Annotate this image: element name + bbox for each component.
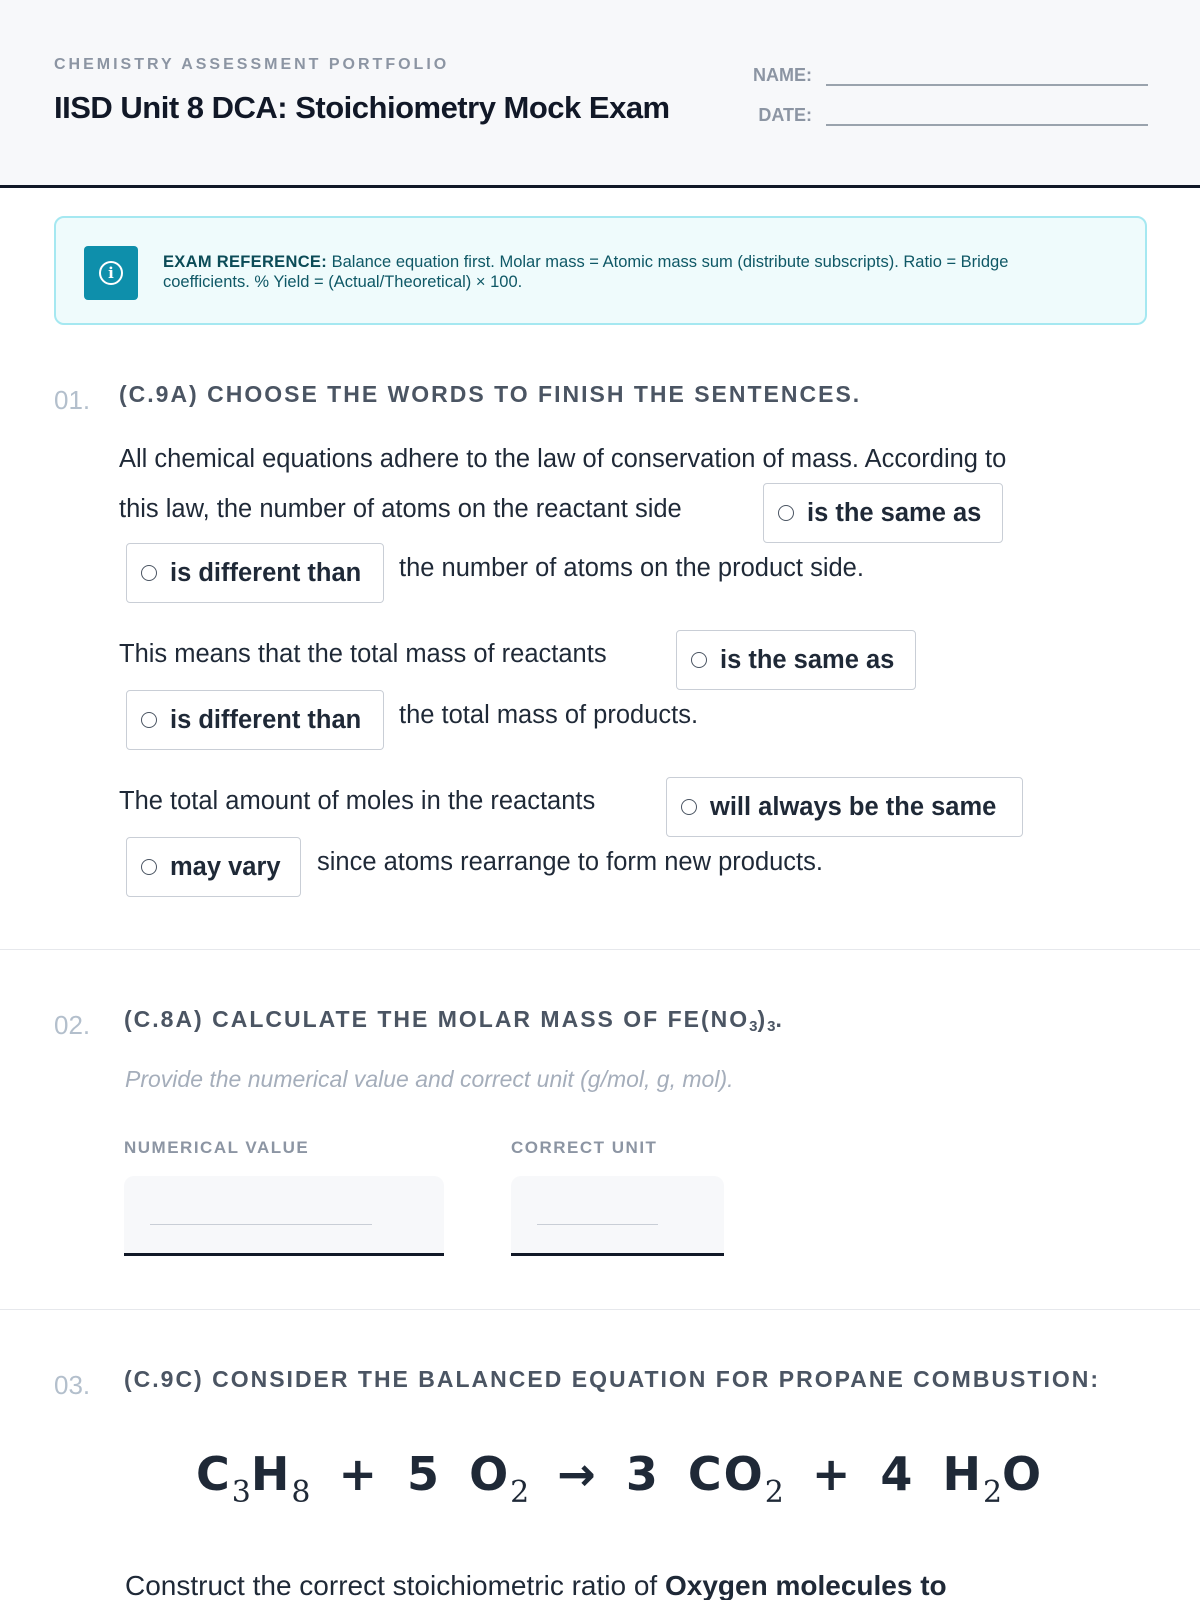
q1-s2-text-b: the total mass of products. bbox=[399, 701, 699, 729]
name-label: NAME: bbox=[753, 65, 812, 85]
question-heading-1: (C.9A) CHOOSE THE WORDS TO FINISH THE SENTENCES. bbox=[119, 381, 862, 407]
date-label: DATE: bbox=[758, 105, 812, 125]
correct-unit-label: CORRECT UNIT bbox=[511, 1138, 658, 1157]
q1-s2-option-same[interactable] bbox=[676, 630, 916, 690]
question-heading-3: (C.9C) CONSIDER THE BALANCED EQUATION FOR PROPANE COMBUSTION: bbox=[124, 1366, 1100, 1392]
option-label: may vary bbox=[170, 852, 281, 881]
option-label: will always be the same bbox=[710, 792, 997, 821]
q1-s3-text-b: since atoms rearrange to form new products. bbox=[317, 848, 823, 876]
reference-label: EXAM REFERENCE: bbox=[163, 253, 328, 271]
page-title: IISD Unit 8 DCA: Stoichiometry Mock Exam bbox=[54, 90, 670, 125]
question-heading-2: (C.8A) CALCULATE THE MOLAR MASS OF $FE(NO_3)_3$. bbox=[124, 1006, 784, 1035]
exam-reference-box bbox=[54, 216, 1147, 325]
q1-s2-option-different[interactable] bbox=[126, 690, 384, 750]
reference-body: Balance equation first. Molar mass = Atomic mass sum (distribute subscripts). Ratio = Bridge coefficients. % Yield = (Actual/Theoretical) × 100. bbox=[163, 253, 1009, 291]
numerical-value-input[interactable] bbox=[124, 1176, 444, 1256]
option-label: is different than bbox=[170, 558, 362, 587]
input-placeholder-line bbox=[537, 1224, 658, 1225]
q1-s1-text-a: All chemical equations adhere to the law of conservation of mass. According to bbox=[119, 445, 1007, 473]
name-row bbox=[732, 62, 1148, 86]
radio-icon bbox=[141, 565, 157, 581]
section-divider bbox=[0, 949, 1200, 950]
question-number-1: 01. bbox=[54, 385, 91, 415]
q1-s1-option-same[interactable] bbox=[763, 483, 1003, 543]
question-2-hint: Provide the numerical value and correct unit (g/mol, g, mol). bbox=[125, 1066, 734, 1092]
q1-s3-text-a: The total amount of moles in the reactants bbox=[119, 787, 596, 815]
q1-s2-text-a: This means that the total mass of reactants bbox=[119, 640, 607, 668]
radio-icon bbox=[141, 859, 157, 875]
option-label: is the same as bbox=[720, 645, 895, 674]
section-divider bbox=[0, 1309, 1200, 1310]
correct-unit-input[interactable] bbox=[511, 1176, 724, 1256]
q1-s1-text-c: the number of atoms on the product side. bbox=[399, 554, 864, 582]
propane-combustion-equation: $C_3H_8 + 5$ $O_2 \to 3$ $CO_2 + 4$ $H_2O$ bbox=[196, 1447, 1044, 1510]
radio-icon bbox=[778, 505, 794, 521]
question-number-3: 03. bbox=[54, 1370, 91, 1400]
q1-s1-text-b: this law, the number of atoms on the reactant side bbox=[119, 495, 682, 523]
q1-s1-option-different[interactable] bbox=[126, 543, 384, 603]
info-icon: i bbox=[84, 246, 138, 300]
option-label: is different than bbox=[170, 705, 362, 734]
numerical-value-label: NUMERICAL VALUE bbox=[124, 1138, 310, 1157]
exam-header bbox=[0, 0, 1200, 188]
q1-s3-option-may-vary[interactable] bbox=[126, 837, 301, 897]
radio-icon bbox=[681, 799, 697, 815]
q1-s3-option-always-same[interactable] bbox=[666, 777, 1023, 837]
portfolio-label: CHEMISTRY ASSESSMENT PORTFOLIO bbox=[54, 56, 450, 73]
input-placeholder-line bbox=[150, 1224, 372, 1225]
date-row bbox=[732, 102, 1148, 126]
question-number-2: 02. bbox=[54, 1010, 91, 1040]
radio-icon bbox=[141, 712, 157, 728]
option-label: is the same as bbox=[807, 498, 982, 527]
reference-text bbox=[163, 252, 1093, 292]
name-field[interactable] bbox=[826, 62, 1148, 86]
date-field[interactable] bbox=[826, 102, 1148, 126]
radio-icon bbox=[691, 652, 707, 668]
question-3-prompt: Construct the correct stoichiometric ratio of Oxygen molecules to bbox=[125, 1570, 947, 1600]
